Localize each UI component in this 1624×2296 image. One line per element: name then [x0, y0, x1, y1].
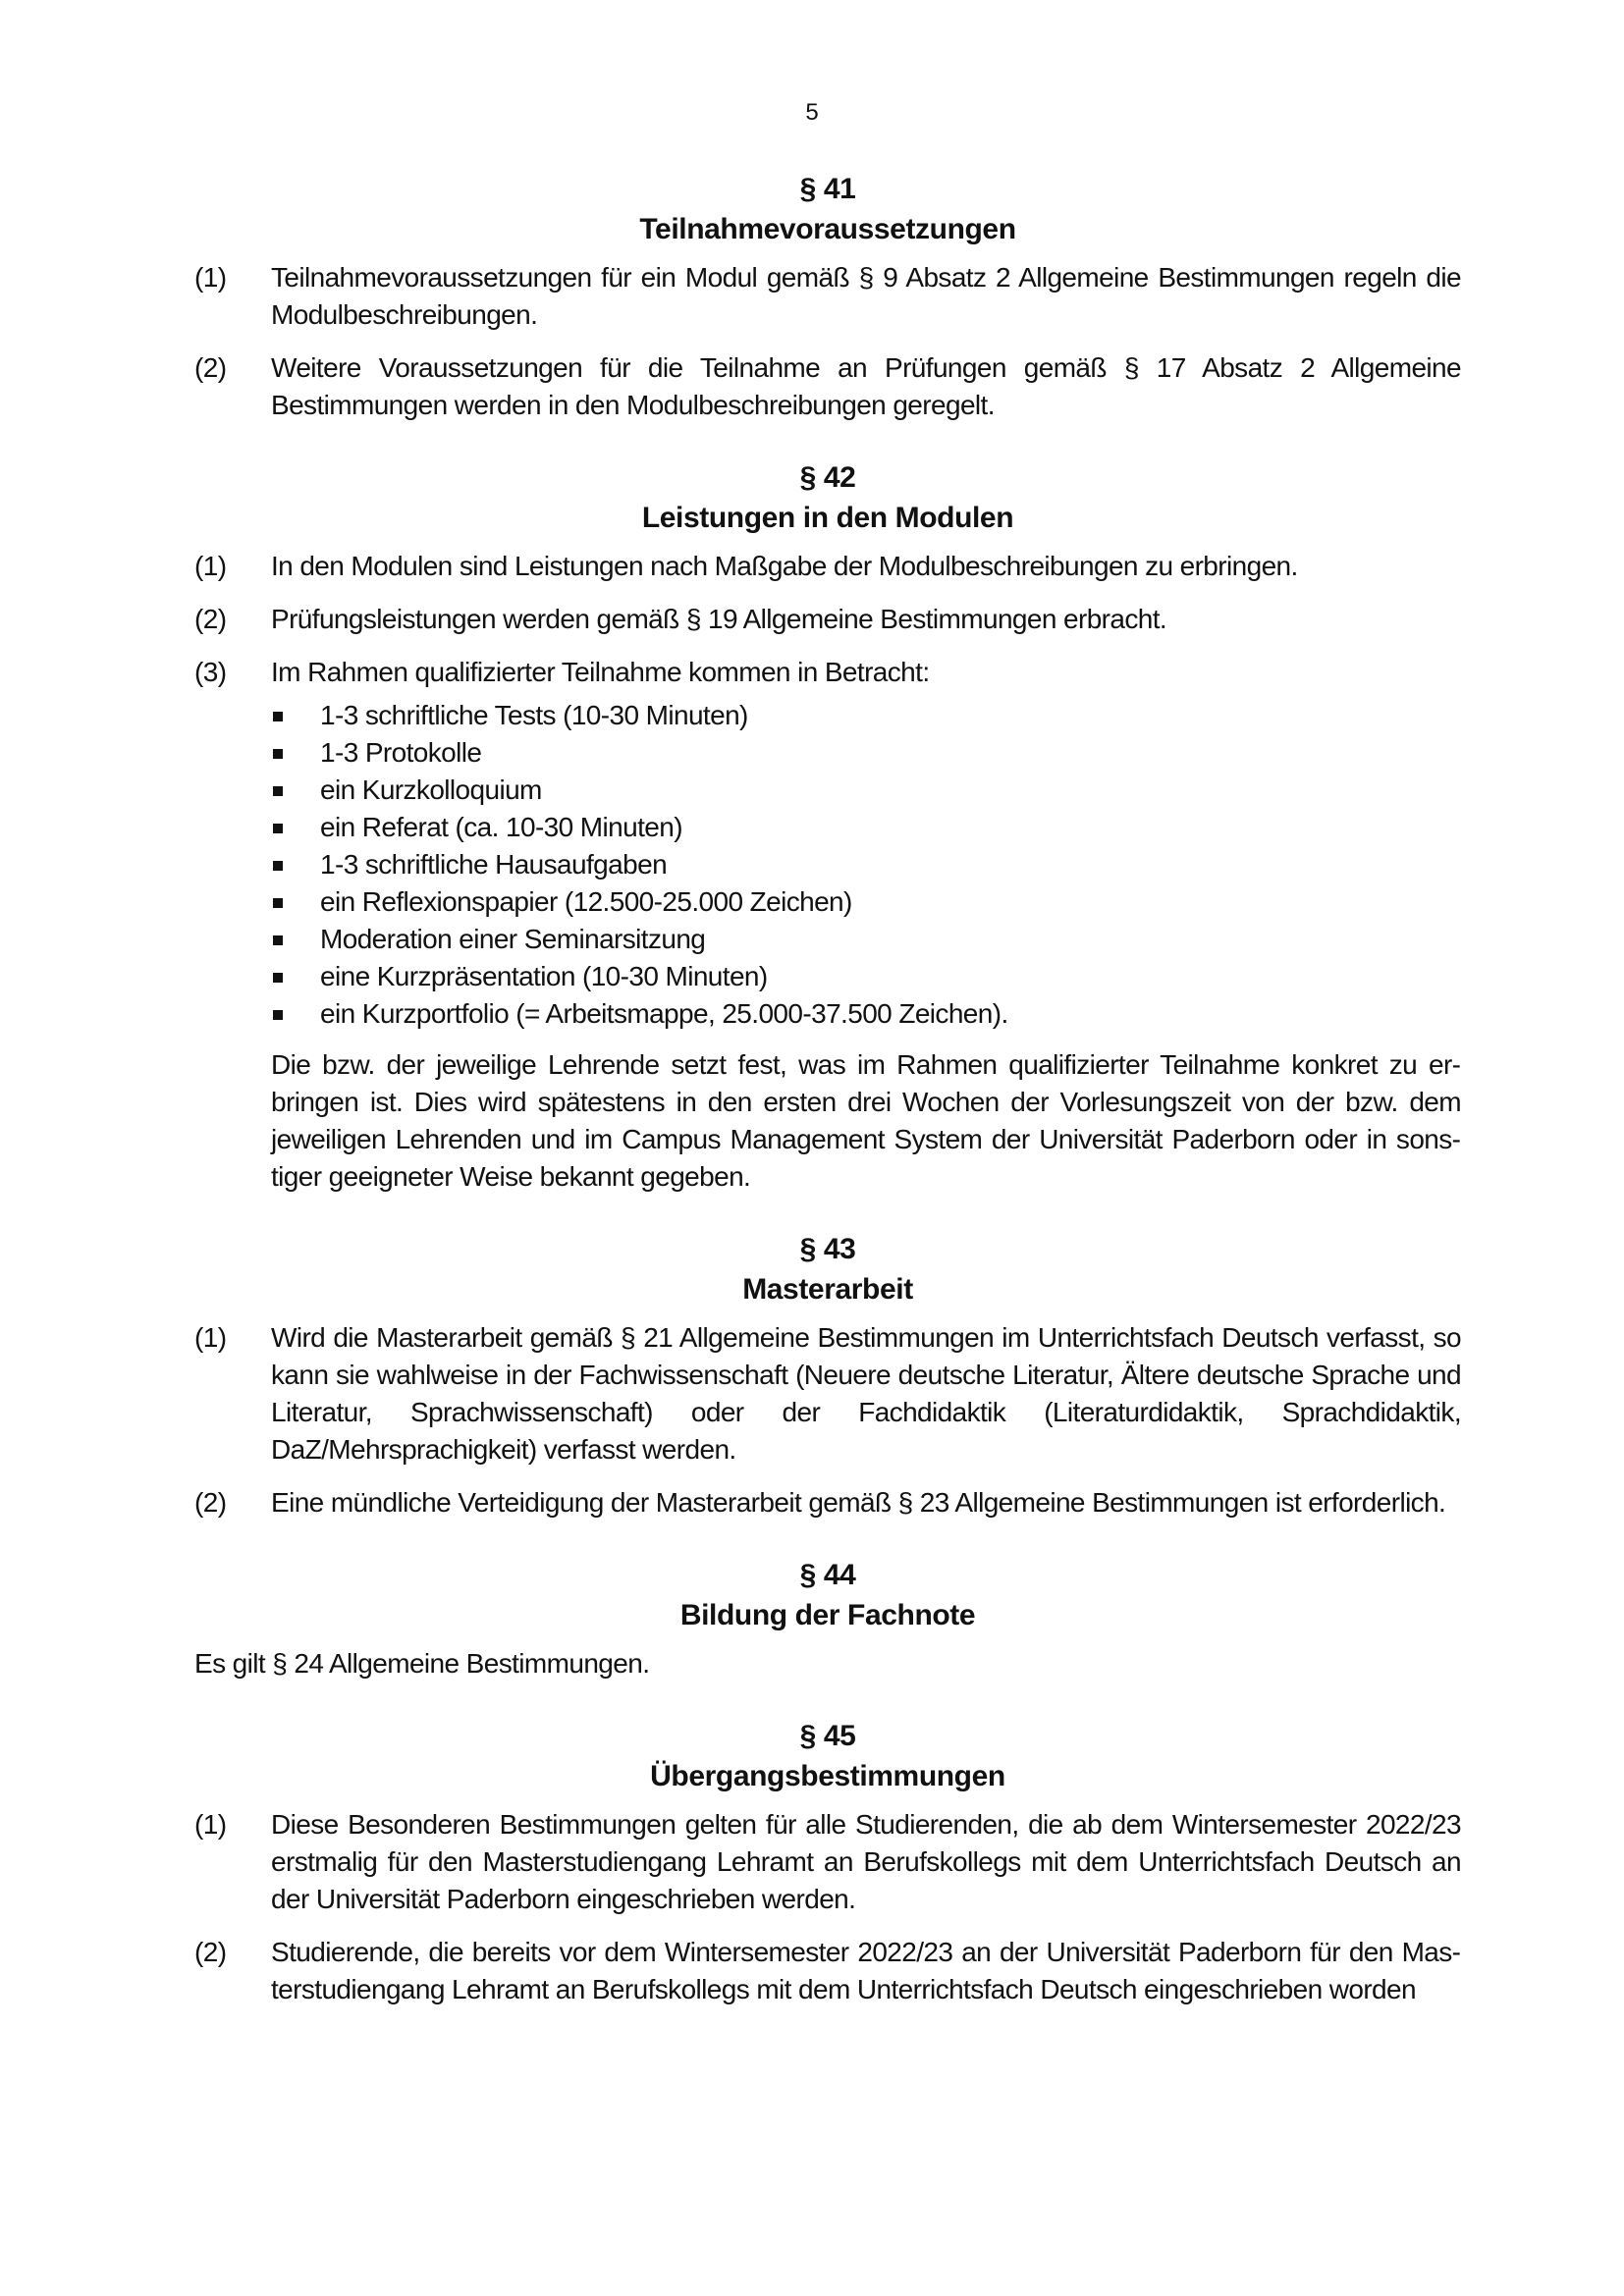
paragraph	[194, 548, 1461, 585]
paragraph-number: (2)	[194, 604, 227, 634]
section-heading	[194, 457, 1461, 538]
list-item	[271, 734, 1461, 772]
paragraph	[194, 1319, 1461, 1468]
section-number: § 45	[799, 1720, 856, 1752]
section-43	[194, 1229, 1461, 1522]
bullet-square-icon	[271, 921, 320, 958]
document-body	[194, 169, 1461, 2024]
bullet-square-icon	[271, 809, 320, 846]
paragraph-number: (1)	[194, 1809, 227, 1840]
section-heading	[194, 1716, 1461, 1796]
list-item	[271, 846, 1461, 883]
paragraph	[194, 1934, 1461, 2008]
bullet-list	[271, 697, 1461, 1033]
list-item	[271, 921, 1461, 958]
paragraph-number: (2)	[194, 352, 227, 383]
paragraph-text: Prüfungsleistungen werden gemäß § 19 Allgemeine Bestimmungen erbracht.	[271, 604, 1167, 634]
paragraph-number: (3)	[194, 657, 227, 687]
section-title: Teilnahmevoraussetzungen	[639, 213, 1016, 245]
section-number: § 44	[799, 1559, 856, 1591]
bullet-square-icon	[271, 958, 320, 995]
list-item-text: ein Kurzkolloquium	[320, 774, 542, 805]
paragraph-text: Weitere Voraussetzungen für die Teilnahme an Prüfungen gemäß § 17 Absatz 2 Allgemeine Bestimmungen werden in den Modulbeschreibungen geregelt.	[271, 352, 1461, 420]
section-heading	[194, 169, 1461, 249]
section-title: Bildung der Fachnote	[679, 1599, 976, 1631]
paragraph-number: (2)	[194, 1937, 227, 1967]
paragraph-number: (1)	[194, 262, 227, 293]
page-number: 5	[805, 99, 819, 126]
section-41	[194, 169, 1461, 424]
bullet-square-icon	[271, 846, 320, 883]
bullet-square-icon	[271, 995, 320, 1033]
list-item	[271, 958, 1461, 995]
section-heading	[194, 1229, 1461, 1309]
paragraph-text: Wird die Masterarbeit gemäß § 21 Allgemeine Bestimmungen im Unterrichtsfach Deutsch verfasst, so kann sie wahlweise in der Fachwissenschaft (Neuere deutsche Literatur, Ältere deutsche Sprache und Literatur, Sprachwissenschaft) oder der Fachdidaktik (Literaturdidaktik, Sprachdidaktik, DaZ/Mehrsprachigkeit) verfasst werden.	[271, 1322, 1461, 1465]
list-item	[271, 809, 1461, 846]
list-item	[271, 995, 1461, 1033]
section-42	[194, 457, 1461, 1196]
bullet-square-icon	[271, 883, 320, 921]
paragraph-text: Teilnahmevoraussetzungen für ein Modul gemäß § 9 Absatz 2 Allgemeine Bestimmungen regeln die Modulbeschreibungen.	[271, 262, 1461, 330]
section-44	[194, 1555, 1461, 1682]
section-title: Leistungen in den Modulen	[641, 502, 1014, 534]
section-number: § 43	[799, 1233, 856, 1265]
list-item	[271, 883, 1461, 921]
paragraph-text: Im Rahmen qualifizierter Teilnahme kommen in Betracht:	[271, 657, 930, 687]
list-item-text: 1-3 schriftliche Hausaufgaben	[320, 849, 668, 880]
paragraph	[194, 654, 1461, 691]
list-item-text: ein Kurzportfolio (= Arbeitsmappe, 25.000-37.500 Zeichen).	[320, 998, 1008, 1029]
list-item-text: Moderation einer Seminarsitzung	[320, 924, 706, 954]
qualified-participation-note: Die bzw. der jeweilige Lehrende setzt fest, was im Rahmen qualifizierter Teilnahme konkret zu erbringen ist. Dies wird spätestens in den ersten drei Wochen der Vorlesungszeit von der bzw. dem jeweiligen Lehrenden und im Campus Management System der Universität Paderborn oder in sonstiger geeigneter Weise bekannt gegeben.	[271, 1049, 1461, 1192]
paragraph	[194, 601, 1461, 638]
list-item	[271, 697, 1461, 734]
section-text: Es gilt § 24 Allgemeine Bestimmungen.	[194, 1648, 650, 1679]
paragraph-number: (1)	[194, 1322, 227, 1353]
list-item-text: 1-3 Protokolle	[320, 737, 482, 768]
paragraph-number: (1)	[194, 551, 227, 581]
section-heading	[194, 1555, 1461, 1635]
paragraph-number: (2)	[194, 1487, 227, 1518]
bullet-square-icon	[271, 734, 320, 772]
paragraph	[194, 349, 1461, 424]
list-item-text: eine Kurzpräsentation (10-30 Minuten)	[320, 961, 768, 991]
list-item	[271, 772, 1461, 809]
list-item-text: 1-3 schriftliche Tests (10-30 Minuten)	[320, 700, 748, 730]
section-number: § 41	[799, 173, 856, 205]
section-title: Übergangsbestimmungen	[650, 1760, 1005, 1792]
paragraph	[194, 1484, 1461, 1522]
section-45	[194, 1716, 1461, 2008]
paragraph	[194, 259, 1461, 334]
paragraph-text: Studierende, die bereits vor dem Wintersemester 2022/23 an der Universität Paderborn für den Masterstudiengang Lehramt an Berufskollegs mit dem Unterrichtsfach Deutsch eingeschrieben worden	[271, 1937, 1461, 2004]
bullet-square-icon	[271, 697, 320, 734]
list-item-text: ein Referat (ca. 10-30 Minuten)	[320, 812, 682, 842]
list-item-text: ein Reflexionspapier (12.500-25.000 Zeichen)	[320, 886, 852, 917]
section-number: § 42	[799, 461, 856, 494]
paragraph-text: Diese Besonderen Bestimmungen gelten für alle Studierenden, die ab dem Wintersemester 2022/23 erstmalig für den Masterstudiengang Lehramt an Berufskollegs mit dem Unterrichtsfach Deutsch an der Universität Paderborn eingeschrieben werden.	[271, 1809, 1461, 1914]
paragraph-text: In den Modulen sind Leistungen nach Maßgabe der Modulbeschreibungen zu erbringen.	[271, 551, 1298, 581]
paragraph	[194, 1806, 1461, 1918]
bullet-square-icon	[271, 772, 320, 809]
paragraph-text: Eine mündliche Verteidigung der Masterarbeit gemäß § 23 Allgemeine Bestimmungen ist erforderlich.	[271, 1487, 1446, 1518]
section-title: Masterarbeit	[742, 1273, 913, 1306]
